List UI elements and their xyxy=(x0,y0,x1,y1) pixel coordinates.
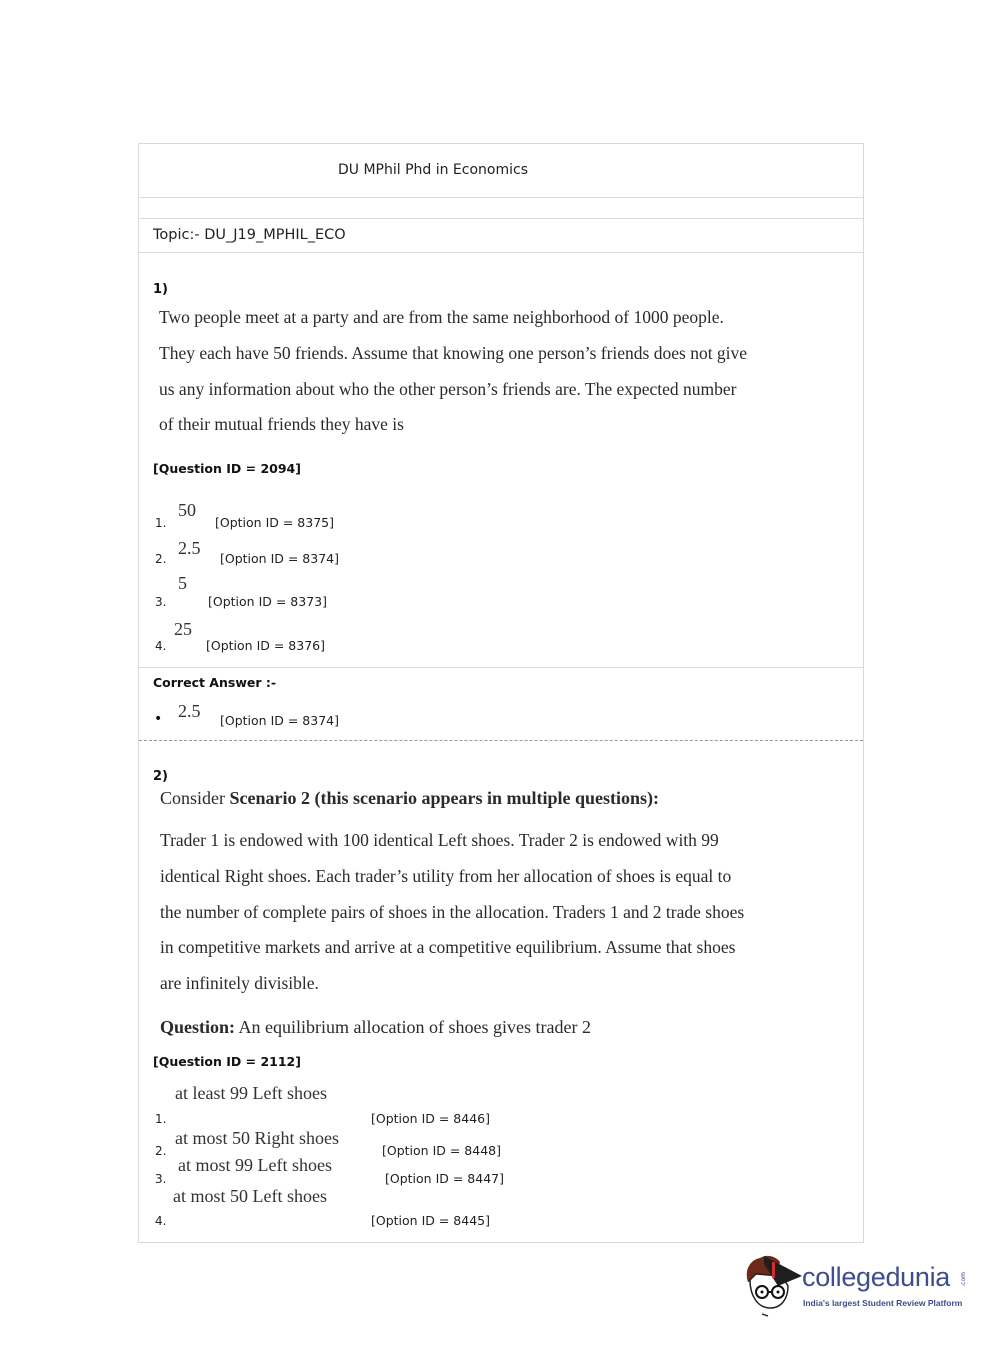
option-number: 3. xyxy=(155,595,167,609)
question-text xyxy=(159,300,864,443)
option-id: [Option ID = 8445] xyxy=(371,1213,490,1228)
question-id: [Question ID = 2112] xyxy=(153,1054,301,1069)
text-line: of their mutual friends they have is xyxy=(159,414,404,435)
option-number: 1. xyxy=(155,516,167,530)
question-label: Question: xyxy=(160,1017,236,1037)
option-id: [Option ID = 8446] xyxy=(371,1111,490,1126)
correct-answer-option-id: [Option ID = 8374] xyxy=(220,713,339,728)
text-line: us any information about who the other person’s friends are. The expected number xyxy=(159,378,737,399)
scenario-title: Scenario 2 (this scenario appears in multiple questions): xyxy=(229,788,660,808)
scenario-heading xyxy=(160,781,865,817)
option-id: [Option ID = 8375] xyxy=(215,515,334,530)
option-value[interactable]: at most 99 Left shoes xyxy=(178,1155,332,1175)
option-number: 4. xyxy=(155,1214,167,1228)
bullet: • xyxy=(154,711,163,727)
option-value[interactable]: 5 xyxy=(178,573,187,593)
document-title: DU MPhil Phd in Economics xyxy=(337,162,529,178)
option-value[interactable]: 25 xyxy=(174,619,192,639)
mascot-logo-icon xyxy=(742,1250,804,1320)
option-value[interactable]: 2.5 xyxy=(178,538,201,558)
topic-label: Topic:- DU_J19_MPHIL_ECO xyxy=(153,227,346,243)
correct-answer-label: Correct Answer :- xyxy=(153,675,277,690)
option-id: [Option ID = 8447] xyxy=(385,1171,504,1186)
text-line: Trader 1 is endowed with 100 identical Left shoes. Trader 2 is endowed with 99 xyxy=(160,830,719,850)
question-prompt xyxy=(160,1010,865,1046)
question-id: [Question ID = 2094] xyxy=(153,461,301,476)
text-line: They each have 50 friends. Assume that knowing one person’s friends does not give xyxy=(159,342,748,363)
text-line: in competitive markets and arrive at a competitive equilibrium. Assume that shoes xyxy=(160,937,736,958)
brand-name: collegedunia xyxy=(802,1262,951,1292)
option-number: 4. xyxy=(155,639,167,653)
text-line: are infinitely divisible. xyxy=(160,973,319,994)
question-text: An equilibrium allocation of shoes gives trader 2 xyxy=(235,1017,591,1037)
option-number: 1. xyxy=(155,1112,167,1126)
question-number: 2) xyxy=(153,769,168,784)
question-number: 1) xyxy=(153,282,168,297)
divider xyxy=(139,218,863,219)
brand-suffix: .com xyxy=(960,1272,967,1287)
divider xyxy=(139,667,863,668)
divider xyxy=(139,252,863,253)
text-line: Two people meet at a party and are from the same neighborhood of 1000 people. xyxy=(159,307,724,327)
text-line: the number of complete pairs of shoes in the allocation. Traders 1 and 2 trade shoes xyxy=(160,901,745,922)
option-id: [Option ID = 8373] xyxy=(208,594,327,609)
option-id: [Option ID = 8374] xyxy=(220,551,339,566)
brand-tagline: India's largest Student Review Platform xyxy=(803,1298,963,1308)
option-id: [Option ID = 8448] xyxy=(382,1143,501,1158)
option-value[interactable]: at least 99 Left shoes xyxy=(175,1083,327,1103)
option-number: 2. xyxy=(155,552,167,566)
option-id: [Option ID = 8376] xyxy=(206,638,325,653)
correct-answer-value: 2.5 xyxy=(178,701,201,721)
option-value[interactable]: at most 50 Right shoes xyxy=(175,1128,340,1148)
option-number: 2. xyxy=(155,1144,167,1158)
option-value[interactable]: 50 xyxy=(178,500,196,520)
scenario-text xyxy=(160,823,865,1002)
divider xyxy=(139,197,863,198)
question-separator xyxy=(139,740,863,741)
scenario-prefix: Consider xyxy=(160,788,230,808)
text-line: identical Right shoes. Each trader’s utility from her allocation of shoes is equal to xyxy=(160,865,732,886)
option-number: 3. xyxy=(155,1172,167,1186)
option-value[interactable]: at most 50 Left shoes xyxy=(173,1186,327,1206)
